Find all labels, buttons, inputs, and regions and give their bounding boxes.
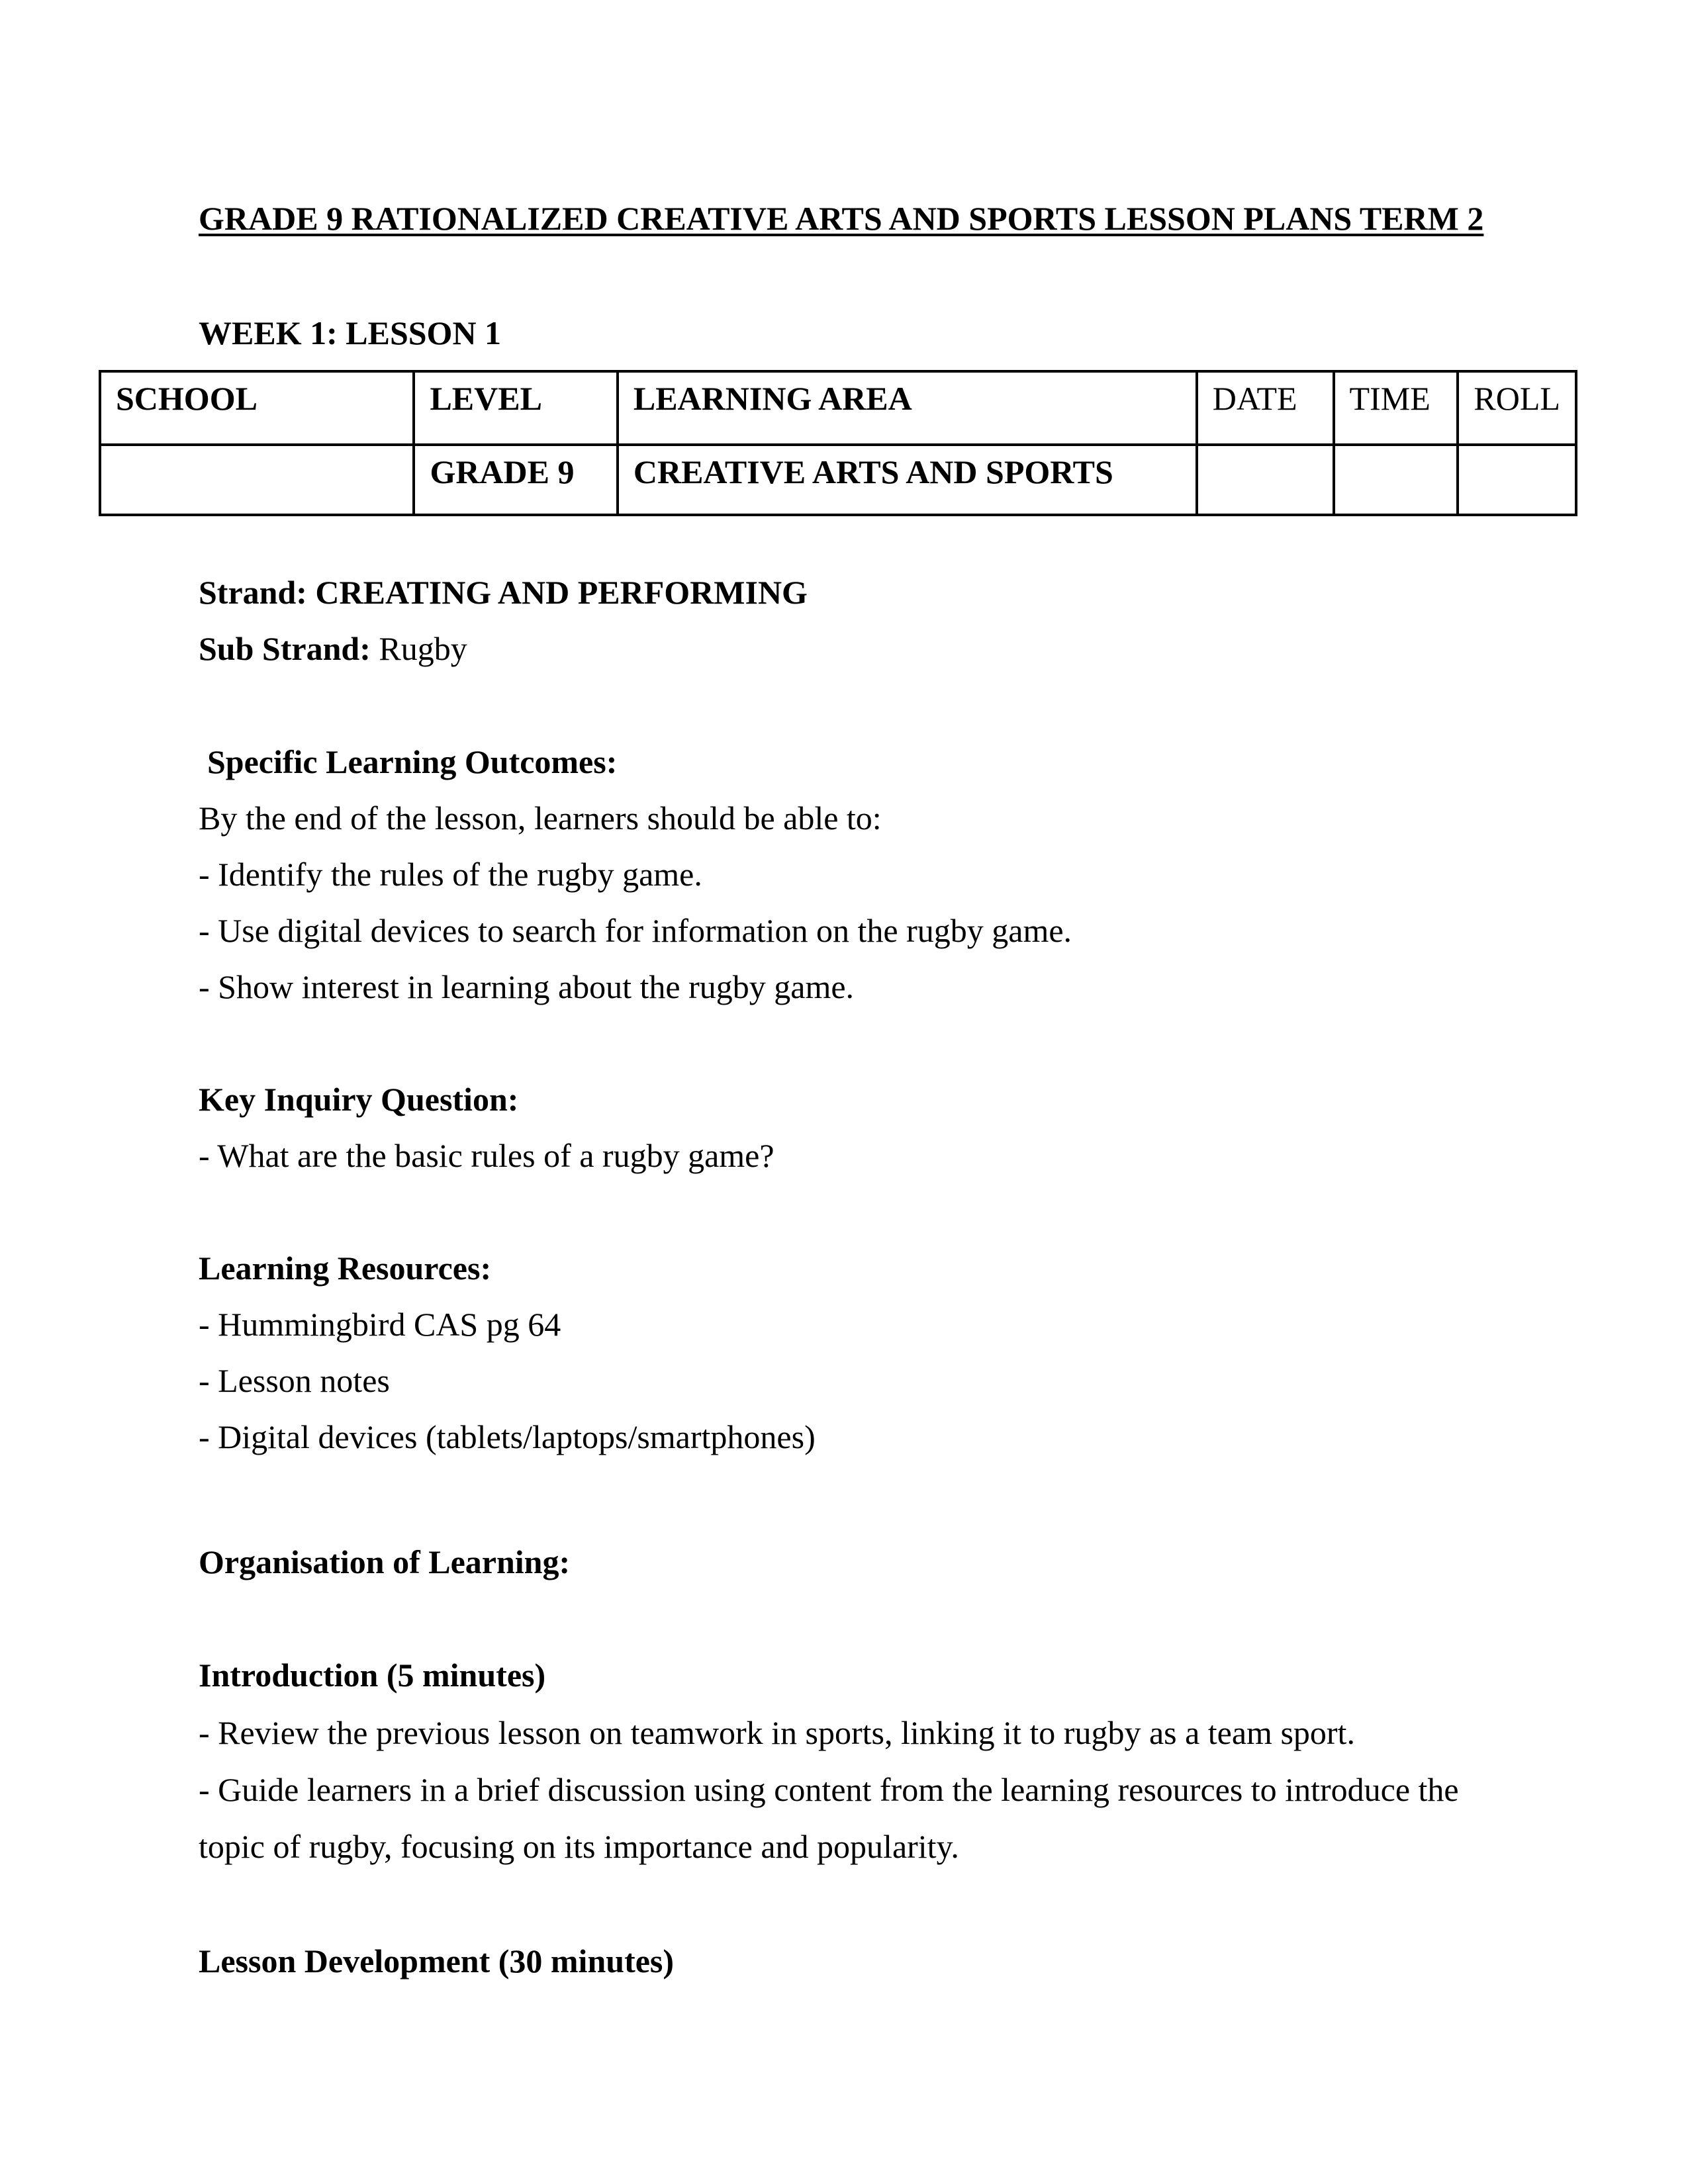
document-title: GRADE 9 RATIONALIZED CREATIVE ARTS AND SPORTS LESSON PLANS TERM 2 bbox=[199, 200, 1484, 237]
specific-outcomes-heading: Specific Learning Outcomes: bbox=[207, 743, 618, 780]
list-item: - Digital devices (tablets/laptops/smartphones) bbox=[199, 1418, 816, 1455]
lesson-development-heading: Lesson Development (30 minutes) bbox=[199, 1942, 675, 1979]
list-item-continuation: topic of rugby, focusing on its importance and popularity. bbox=[199, 1828, 959, 1865]
organisation-heading: Organisation of Learning: bbox=[199, 1543, 571, 1580]
strand-value: CREATING AND PERFORMING bbox=[306, 574, 808, 611]
week-lesson-heading: WEEK 1: LESSON 1 bbox=[199, 314, 502, 351]
strand-line bbox=[199, 576, 808, 609]
value-school bbox=[100, 445, 414, 515]
value-roll bbox=[1458, 445, 1576, 515]
sub-strand-label: Sub Strand: bbox=[199, 630, 371, 667]
header-roll: ROLL bbox=[1458, 371, 1576, 445]
value-learning-area: CREATIVE ARTS AND SPORTS bbox=[618, 445, 1197, 515]
learning-resources-heading: Learning Resources: bbox=[199, 1250, 492, 1287]
list-item: - What are the basic rules of a rugby game? bbox=[199, 1137, 774, 1174]
list-item: - Hummingbird CAS pg 64 bbox=[199, 1306, 561, 1343]
value-date bbox=[1197, 445, 1334, 515]
value-time bbox=[1334, 445, 1458, 515]
strand-label: Strand: bbox=[199, 574, 307, 611]
table-row bbox=[100, 445, 1576, 515]
header-learning-area: LEARNING AREA bbox=[618, 371, 1197, 445]
introduction-heading: Introduction (5 minutes) bbox=[199, 1657, 546, 1694]
list-item: - Review the previous lesson on teamwork in sports, linking it to rugby as a team sport. bbox=[199, 1714, 1355, 1751]
sub-strand-value: Rugby bbox=[370, 630, 467, 667]
list-item: - Show interest in learning about the rugby game. bbox=[199, 968, 855, 1005]
header-school: SCHOOL bbox=[100, 371, 414, 445]
specific-outcomes-intro: By the end of the lesson, learners should be able to: bbox=[199, 799, 882, 837]
header-level: LEVEL bbox=[414, 371, 617, 445]
list-item: - Use digital devices to search for information on the rugby game. bbox=[199, 912, 1072, 949]
table-header-row bbox=[100, 371, 1576, 445]
list-item: - Lesson notes bbox=[199, 1362, 390, 1399]
list-item: - Guide learners in a brief discussion using content from the learning resources to introduce the bbox=[199, 1771, 1459, 1808]
header-time: TIME bbox=[1334, 371, 1458, 445]
value-level: GRADE 9 bbox=[414, 445, 617, 515]
lesson-meta-table bbox=[99, 370, 1577, 516]
sub-strand-line bbox=[199, 632, 467, 665]
list-item: - Identify the rules of the rugby game. bbox=[199, 856, 702, 893]
header-date: DATE bbox=[1197, 371, 1334, 445]
key-inquiry-heading: Key Inquiry Question: bbox=[199, 1081, 519, 1118]
